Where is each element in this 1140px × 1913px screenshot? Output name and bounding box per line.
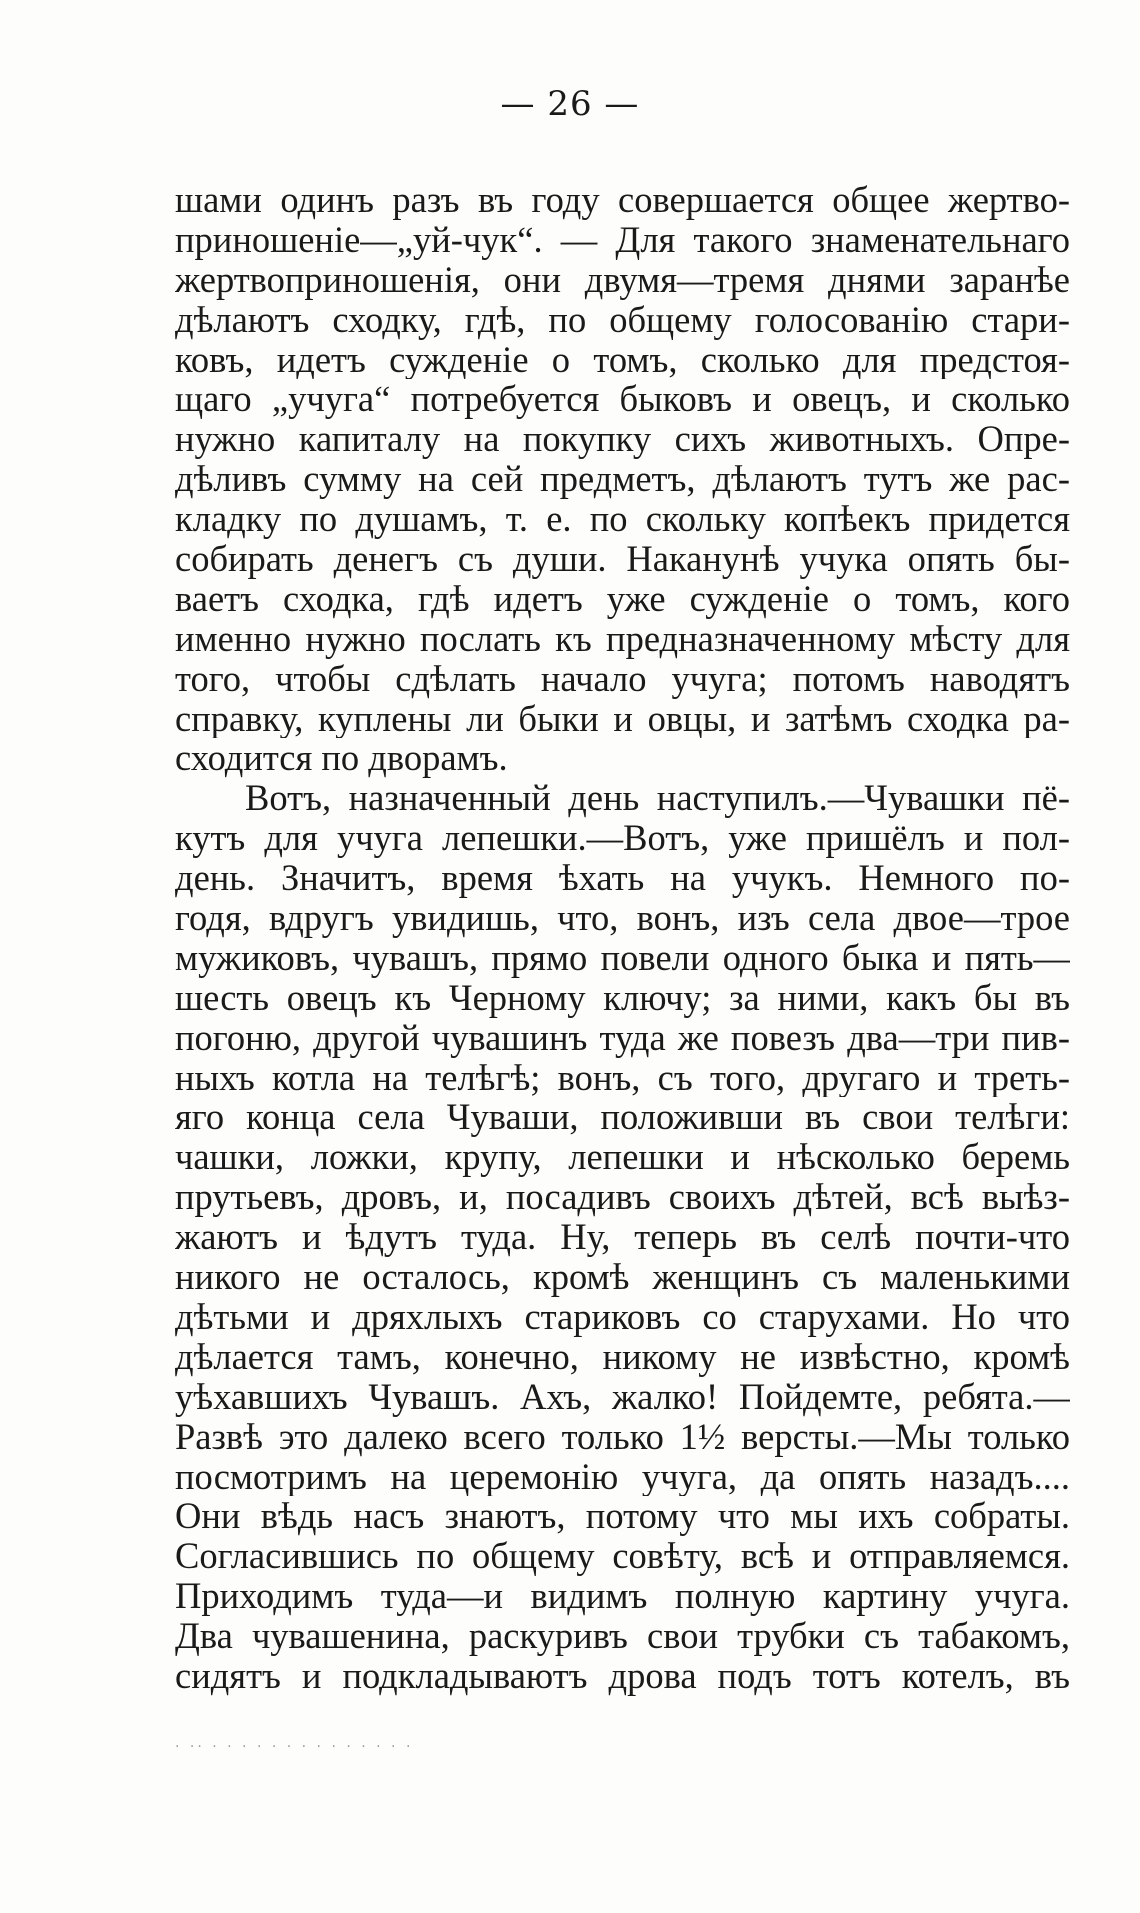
text-line: щаго „учуга“ потребуется быковъ и овецъ, и сколько	[175, 379, 1070, 420]
text-line: справку, куплены ли быки и овцы, и затѣмъ сходка ра-	[175, 698, 1070, 739]
text-line: дѣлается тамъ, конечно, никому не извѣстно, кромѣ	[175, 1336, 1070, 1377]
print-smudge: . .. . . . . . . . . . . . . . .	[175, 1735, 414, 1751]
text-line: сидятъ и подкладываютъ дрова подъ тотъ котелъ, въ	[175, 1655, 1070, 1696]
text-line: Развѣ это далеко всего только 1½ версты.—Мы только	[175, 1416, 1070, 1457]
text-line: яго конца села Чуваши, положивши въ свои телѣги:	[175, 1097, 1070, 1138]
text-line: кладку по душамъ, т. е. по скольку копѣекъ придется	[175, 499, 1070, 540]
text-line: чашки, ложки, крупу, лепешки и нѣсколько беремь	[175, 1137, 1070, 1178]
text-line: ковъ, идетъ сужденіе о томъ, сколько для предстоя-	[175, 339, 1070, 380]
text-line: день. Значитъ, время ѣхать на учукъ. Немного по-	[175, 858, 1070, 899]
text-line: именно нужно послать къ предназначенному мѣсту для	[175, 618, 1070, 659]
text-line: погоню, другой чувашинъ туда же повезъ два—три пив-	[175, 1017, 1070, 1058]
text-line: собирать денегъ съ души. Наканунѣ учука опять бы-	[175, 539, 1070, 579]
text-line: мужиковъ, чувашъ, прямо повели одного быка и пять—	[175, 937, 1070, 978]
text-line: жертвоприношенія, они двумя—тремя днями заранѣе	[175, 259, 1070, 300]
text-line: ваетъ сходка, гдѣ идетъ уже сужденіе о томъ, кого	[175, 578, 1070, 619]
body-text	[175, 180, 1070, 1696]
text-line: уѣхавшихъ Чувашъ. Ахъ, жалко! Пойдемте, ребята.—	[175, 1376, 1070, 1417]
text-line: приношеніе—„уй-чук“. — Для такого знаменательнаго	[175, 219, 1070, 260]
text-line: прутьевъ, дровъ, и, посадивъ своихъ дѣтей, всѣ выѣз-	[175, 1177, 1070, 1218]
text-line: Согласившись по общему совѣту, всѣ и отправляемся.	[175, 1536, 1070, 1577]
text-line: никого не осталось, кромѣ женщинъ съ маленькими	[175, 1257, 1070, 1297]
text-line: того, чтобы сдѣлать начало учуга; потомъ наводятъ	[175, 658, 1070, 699]
text-line: нужно капиталу на покупку сихъ животныхъ. Опре-	[175, 419, 1070, 460]
text-line: годя, вдругъ увидишь, что, вонъ, изъ села двое—трое	[175, 898, 1070, 938]
text-line: кутъ для учуга лепешки.—Вотъ, уже пришёлъ и пол-	[175, 818, 1070, 859]
text-line: жаютъ и ѣдутъ туда. Ну, теперь въ селѣ почти-что	[175, 1217, 1070, 1258]
text-line: Приходимъ туда—и видимъ полную картину учуга.	[175, 1576, 1070, 1617]
text-line: ныхъ котла на телѣгѣ; вонъ, съ того, другаго и треть-	[175, 1057, 1070, 1098]
text-line: шесть овецъ къ Черному ключу; за ними, какъ бы въ	[175, 977, 1070, 1018]
text-line: сходится по дворамъ.	[175, 738, 508, 779]
text-line: Они вѣдь насъ знаютъ, потому что мы ихъ собраты.	[175, 1496, 1070, 1537]
text-line: Вотъ, назначенный день наступилъ.—Чувашки пё-	[245, 778, 1070, 819]
page-number: — 26 —	[500, 84, 640, 124]
text-line: посмотримъ на церемонію учуга, да опять назадъ....	[175, 1456, 1070, 1497]
text-line: шами одинъ разъ въ году совершается общее жертво-	[175, 180, 1070, 220]
text-line: дѣтьми и дряхлыхъ стариковъ со старухами. Но что	[175, 1296, 1070, 1337]
text-line: дѣлаютъ сходку, гдѣ, по общему голосованію стари-	[175, 299, 1070, 340]
text-line: Два чувашенина, раскуривъ свои трубки съ табакомъ,	[175, 1616, 1070, 1656]
text-line: дѣливъ сумму на сей предметъ, дѣлаютъ тутъ же рас-	[175, 459, 1070, 500]
